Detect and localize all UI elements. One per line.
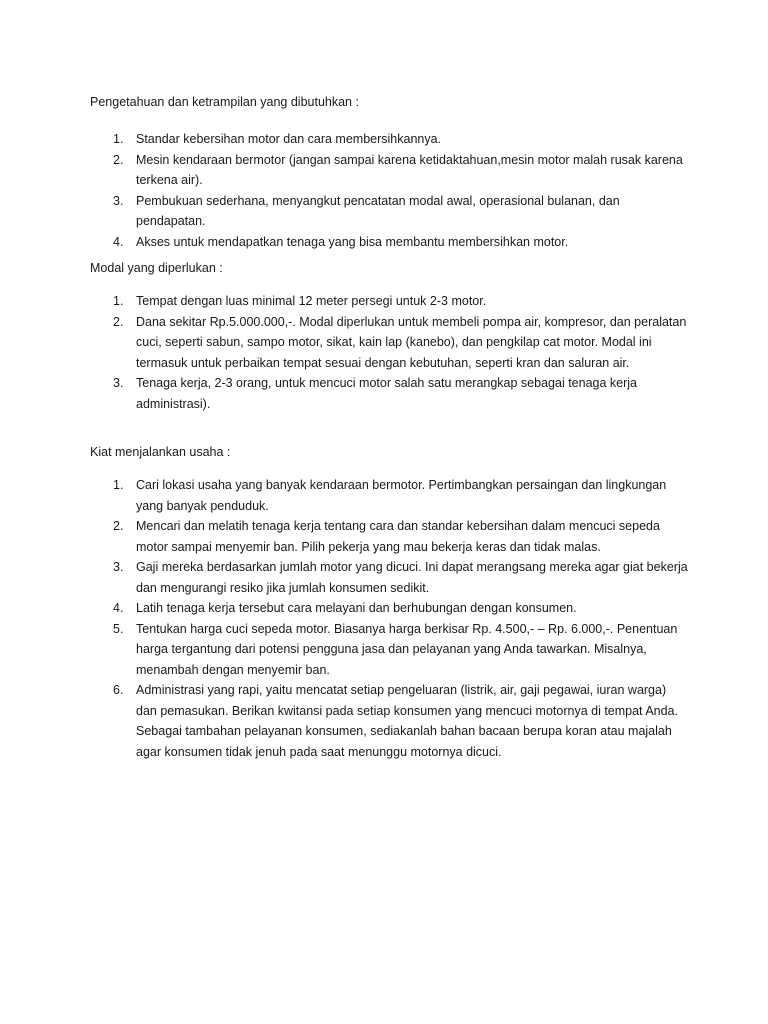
list-item xyxy=(90,619,690,681)
section-heading: Modal yang diperlukan : xyxy=(90,261,223,275)
section-knowledge-skills xyxy=(90,92,690,252)
list-item-text: Tenaga kerja, 2-3 orang, untuk mencuci motor salah satu merangkap sebagai tenaga kerja administrasi). xyxy=(136,376,637,411)
list-item-text: Pembukuan sederhana, menyangkut pencatatan modal awal, operasional bulanan, dan pendapatan. xyxy=(136,193,620,228)
list-item xyxy=(90,129,690,150)
list-item-text: Administrasi yang rapi, yaitu mencatat setiap pengeluaran (listrik, air, gaji pegawai, iuran warga) dan pemasukan. Berikan kwitansi pada setiap konsumen yang mencuci motornya di tempat Anda. Sebagai tambahan pelayanan konsumen, sediakanlah bahan bacaan berupa koran atau majalah agar konsumen tidak jenuh pada saat menunggu motornya dicuci. xyxy=(136,683,678,759)
list-item xyxy=(90,516,690,557)
list-number: 1. xyxy=(113,478,124,492)
list-number: 2. xyxy=(113,152,124,167)
list-number: 4. xyxy=(113,234,124,249)
list-item-text: Dana sekitar Rp.5.000.000,-. Modal diperlukan untuk membeli pompa air, kompresor, dan peralatan cuci, seperti sabun, sampo motor, sikat, kain lap (kanebo), dan pengkilap cat motor. Modal ini termasuk untuk perbaikan tempat sesuai dengan kebutuhan, seperti kran dan saluran air. xyxy=(136,314,687,370)
list-number: 2. xyxy=(113,519,124,533)
list-item xyxy=(90,150,690,191)
list-item-text: Standar kebersihan motor dan cara membersihkannya. xyxy=(136,132,442,146)
list-item-text: Mesin kendaraan bermotor (jangan sampai karena ketidaktahuan,mesin motor malah rusak karena terkena air). xyxy=(136,152,683,187)
list-number: 3. xyxy=(113,193,124,208)
section-business-tips xyxy=(90,442,690,762)
list-item-text: Gaji mereka berdasarkan jumlah motor yang dicuci. Ini dapat merangsang mereka agar giat bekerja dan mengurangi resiko jika jumlah konsumen sedikit. xyxy=(136,560,688,595)
list-number: 1. xyxy=(113,132,124,146)
section-heading: Pengetahuan dan ketrampilan yang dibutuhkan : xyxy=(90,95,359,109)
list-item-text: Mencari dan melatih tenaga kerja tentang cara dan standar kebersihan dalam mencuci sepeda motor sampai menyemir ban. Pilih pekerja yang mau bekerja keras dan tidak malas. xyxy=(136,519,660,554)
list-item-text: Tentukan harga cuci sepeda motor. Biasanya harga berkisar Rp. 4.500,- – Rp. 6.000,-. Penentuan harga tergantung dari potensi pengguna jasa dan pelayanan yang Anda tawarkan. Misalnya, menambah dengan menyemir ban. xyxy=(136,621,678,677)
list-item xyxy=(90,291,690,312)
list-item xyxy=(90,598,690,619)
list-number: 4. xyxy=(113,601,124,615)
list-item-text: Akses untuk mendapatkan tenaga yang bisa membantu membersihkan motor. xyxy=(136,234,569,249)
list-item xyxy=(90,312,690,374)
list-number: 2. xyxy=(113,314,124,329)
list-number: 5. xyxy=(113,621,124,636)
section-capital-required xyxy=(90,258,690,414)
list-number: 6. xyxy=(113,683,124,697)
list-item xyxy=(90,191,690,232)
list-item-text: Latih tenaga kerja tersebut cara melayani dan berhubungan dengan konsumen. xyxy=(136,601,577,615)
section-heading: Kiat menjalankan usaha : xyxy=(90,445,231,459)
list-item xyxy=(90,475,690,516)
numbered-list xyxy=(90,129,690,252)
list-item xyxy=(90,373,690,414)
list-item xyxy=(90,557,690,598)
list-item xyxy=(90,232,690,253)
list-number: 1. xyxy=(113,294,124,308)
numbered-list xyxy=(90,291,690,414)
list-number: 3. xyxy=(113,376,124,390)
list-item xyxy=(90,680,690,762)
list-number: 3. xyxy=(113,560,124,574)
list-item-text: Tempat dengan luas minimal 12 meter persegi untuk 2-3 motor. xyxy=(136,294,487,308)
numbered-list xyxy=(90,475,690,762)
list-item-text: Cari lokasi usaha yang banyak kendaraan bermotor. Pertimbangkan persaingan dan lingkungan yang banyak penduduk. xyxy=(136,478,667,513)
